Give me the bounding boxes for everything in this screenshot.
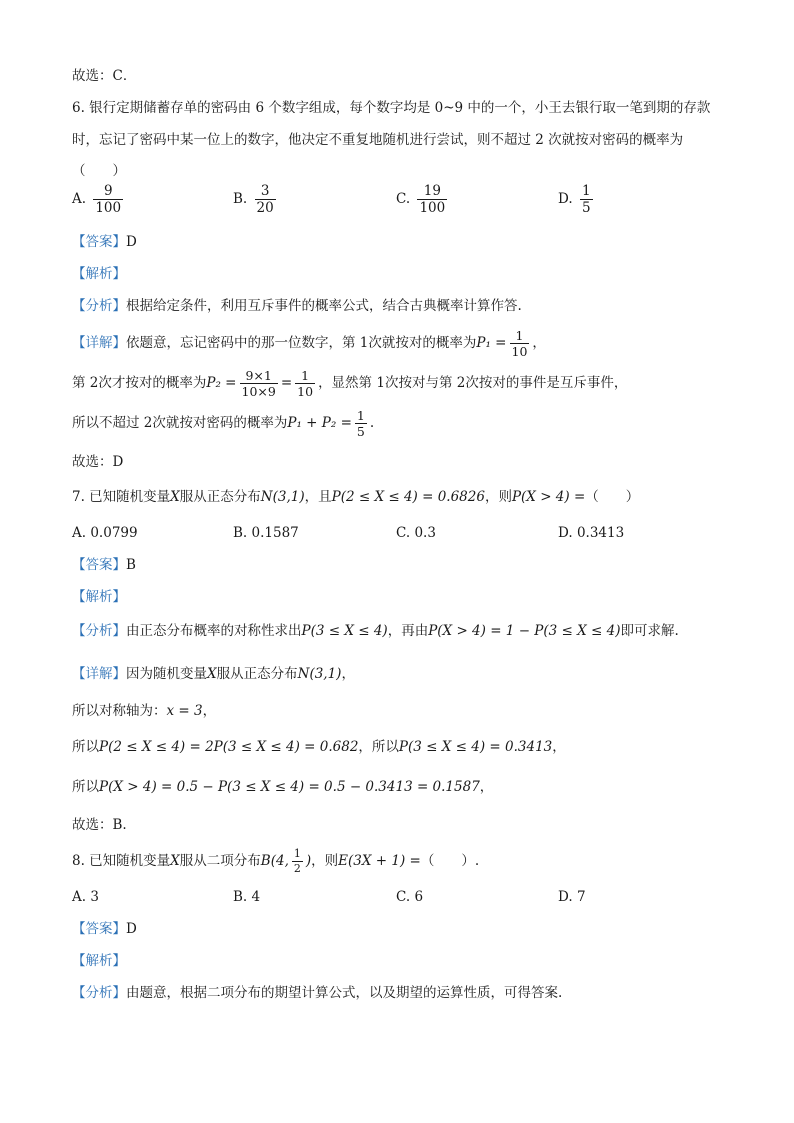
q8-jiexi	[72, 951, 126, 971]
stem-text: 7. 已知随机变量	[72, 489, 171, 505]
fenxi-text: 由题意，根据二项分布的期望计算公式，以及期望的运算性质，可得答案.	[126, 985, 563, 1001]
xiangjie-text: ，	[202, 703, 217, 719]
math-fraction	[510, 329, 530, 358]
fenxi-text: 即可求解.	[620, 623, 679, 639]
q7-xiangjie-line-3	[72, 737, 566, 757]
xiangjie-text: 依题意，忘记密码中的那一位数字，第 1次就按对的概率为	[126, 335, 477, 351]
q7-final-choice: 故选：B.	[72, 817, 127, 833]
stem-text: ，则	[484, 489, 512, 505]
fraction-denominator: 100	[95, 200, 122, 217]
stem-text: 服从二项分布	[179, 853, 261, 869]
punctuation: ，	[532, 335, 546, 351]
xiangjie-tag: 【详解】	[72, 666, 126, 682]
math-fraction	[292, 848, 303, 874]
math-fraction	[240, 369, 278, 398]
jiexi-tag: 【解析】	[72, 266, 126, 282]
q6-answer	[72, 232, 137, 252]
q6-stem-line-2: 时，忘记了密码中某一位上的数字，他决定不重复地随机进行尝试，则不超过 2 次就按对密码的概率为	[72, 132, 684, 148]
answer-tag: 【答案】	[72, 234, 126, 250]
xiangjie-text: ，	[479, 779, 494, 795]
math-fraction	[355, 409, 367, 438]
q6-stem-line-1: 6. 银行定期储蓄存单的密码由 6 个数字组成，每个数字均是 0~9 中的一个，小王去银行取一笔到期的存款	[72, 100, 711, 116]
xiangjie-text: ，显然第 1次按对与第 2次按对的事件是互斥事件，	[318, 375, 628, 391]
q6-option-d	[558, 184, 596, 215]
math-expression: P₁ =	[476, 335, 507, 351]
q6-xiangjie-line-2	[72, 366, 627, 400]
option-value: 7	[576, 889, 586, 905]
q8-answer	[72, 919, 137, 939]
math-expression: P₂ =	[206, 375, 237, 391]
xiangjie-text: 服从正态分布	[216, 666, 298, 682]
math-fraction	[295, 369, 315, 398]
q7-xiangjie-line-4	[72, 777, 493, 797]
math-expression: P(X > 4) = 1 − P(3 ≤ X ≤ 4)	[428, 623, 621, 639]
answer-tag: 【答案】	[72, 557, 126, 573]
stem-text: ，且	[304, 489, 332, 505]
math-expression: X	[170, 489, 180, 505]
q7-jiexi	[72, 587, 126, 607]
stem-text: ，则	[311, 853, 339, 869]
fraction-denominator: 5	[581, 200, 591, 217]
fraction-numerator: 19	[423, 183, 441, 199]
xiangjie-text: ，所以	[358, 739, 399, 755]
fraction-numerator: 3	[260, 183, 270, 199]
xiangjie-text: 所以对称轴为：	[72, 703, 167, 719]
xiangjie-text: ，	[341, 666, 355, 682]
stem-text: 服从正态分布	[179, 489, 261, 505]
q7-option-b	[233, 525, 299, 541]
q6-xiangjie-line-3	[72, 406, 374, 440]
option-label: B.	[233, 889, 248, 905]
q6-option-c	[396, 184, 450, 215]
xiangjie-text: 因为随机变量	[126, 666, 207, 682]
fenxi-text: 根据给定条件，利用互斥事件的概率公式，结合古典概率计算作答.	[126, 298, 522, 314]
q6-stem-line-3: （ ）	[72, 163, 126, 179]
q7-fenxi	[72, 621, 679, 641]
option-label: C.	[396, 889, 411, 905]
math-expression: P(X > 4) = 0.5 − P(3 ≤ X ≤ 4) = 0.5 − 0.3413 = 0.1587	[99, 779, 480, 795]
option-value: 4	[251, 889, 261, 905]
xiangjie-text: 所以	[72, 779, 99, 795]
option-fraction	[93, 184, 123, 215]
option-label: A.	[72, 191, 87, 208]
q6-final-choice: 故选：D	[72, 454, 124, 470]
math-expression: N(3,1)	[297, 666, 342, 682]
q7-xiangjie-line-1	[72, 664, 355, 684]
q8-option-a	[72, 889, 99, 905]
q7-option-c	[396, 525, 436, 541]
q8-stem	[72, 846, 479, 876]
stem-text: 8. 已知随机变量	[72, 853, 171, 869]
option-fraction	[255, 184, 276, 215]
math-expression: X	[170, 853, 180, 869]
q8-fenxi	[72, 983, 562, 1003]
fraction-numerator: 1	[293, 847, 301, 861]
xiangjie-text: 所以	[72, 739, 99, 755]
q8-option-c	[396, 889, 423, 905]
stem-text: （ ）	[585, 489, 640, 505]
math-expression: P(2 ≤ X ≤ 4) = 2P(3 ≤ X ≤ 4) = 0.682	[99, 739, 359, 755]
option-value: 3	[90, 889, 99, 905]
q8-option-b	[233, 889, 260, 905]
option-value: 6	[414, 889, 424, 905]
option-value: 0.3	[414, 525, 436, 541]
option-fraction	[580, 184, 593, 215]
math-expression: P(2 ≤ X ≤ 4) = 0.6826	[331, 489, 485, 505]
answer-value: B	[126, 557, 136, 573]
math-expression: N(3,1)	[260, 489, 305, 505]
option-label: A.	[72, 525, 87, 541]
option-fraction	[417, 184, 447, 215]
fraction-denominator: 5	[356, 424, 365, 439]
q7-option-d	[558, 525, 624, 541]
option-value: 0.3413	[576, 525, 625, 541]
fenxi-text: 由正态分布概率的对称性求出	[126, 623, 302, 639]
jiexi-tag: 【解析】	[72, 589, 126, 605]
option-label: B.	[233, 191, 248, 208]
fraction-denominator: 10	[297, 384, 314, 399]
prev-answer-choice: 故选：C．	[72, 68, 137, 84]
fraction-numerator: 1	[515, 327, 524, 343]
punctuation: .	[369, 415, 375, 431]
option-label: D.	[558, 191, 573, 208]
q7-stem	[72, 487, 639, 507]
math-expression: P₁ + P₂ =	[287, 415, 352, 431]
math-expression: B(4,	[260, 853, 289, 869]
fraction-numerator: 1	[581, 183, 591, 199]
option-label: C.	[396, 191, 411, 208]
q6-option-b	[233, 184, 279, 215]
xiangjie-text: 第 2次才按对的概率为	[72, 375, 207, 391]
math-expression: )	[305, 853, 312, 869]
fenxi-tag: 【分析】	[72, 623, 126, 639]
math-expression: P(X > 4) =	[511, 489, 586, 505]
q6-option-a	[72, 184, 126, 215]
fraction-denominator: 2	[293, 862, 301, 875]
option-value: 0.0799	[90, 525, 138, 541]
stem-text: （ ）.	[420, 853, 480, 869]
answer-value: D	[126, 234, 137, 250]
xiangjie-tag: 【详解】	[72, 335, 126, 351]
fenxi-tag: 【分析】	[72, 985, 126, 1001]
fraction-numerator: 9	[103, 183, 113, 199]
answer-value: D	[126, 921, 137, 937]
math-expression: X	[207, 666, 217, 682]
option-value: 0.1587	[251, 525, 299, 541]
option-label: A.	[72, 889, 87, 905]
fraction-denominator: 10×9	[241, 384, 276, 399]
q6-fenxi	[72, 296, 522, 316]
option-label: D.	[558, 889, 573, 905]
jiexi-tag: 【解析】	[72, 953, 126, 969]
math-expression: E(3X + 1) =	[338, 853, 421, 869]
fenxi-tag: 【分析】	[72, 298, 126, 314]
fraction-denominator: 10	[511, 344, 528, 359]
q7-option-a	[72, 525, 138, 541]
q7-xiangjie-line-2	[72, 701, 216, 721]
fraction-denominator: 20	[256, 200, 274, 217]
math-expression: =	[280, 375, 293, 391]
xiangjie-text: ，	[552, 739, 566, 755]
fraction-denominator: 100	[419, 200, 446, 217]
fraction-numerator: 9×1	[245, 367, 272, 383]
xiangjie-text: 所以不超过 2次就按对密码的概率为	[72, 415, 288, 431]
option-label: D.	[558, 525, 573, 541]
option-label: B.	[233, 525, 248, 541]
answer-tag: 【答案】	[72, 921, 126, 937]
q8-option-d	[558, 889, 586, 905]
fraction-numerator: 1	[356, 407, 365, 423]
math-expression: P(3 ≤ X ≤ 4)	[301, 623, 388, 639]
math-expression: P(3 ≤ X ≤ 4) = 0.3413	[398, 739, 553, 755]
q6-jiexi	[72, 264, 126, 284]
q7-answer	[72, 555, 136, 575]
fraction-numerator: 1	[301, 367, 310, 383]
q6-xiangjie-line-1	[72, 326, 546, 360]
option-label: C.	[396, 525, 411, 541]
fenxi-text: ，再由	[387, 623, 429, 639]
math-expression: x = 3	[166, 703, 203, 719]
